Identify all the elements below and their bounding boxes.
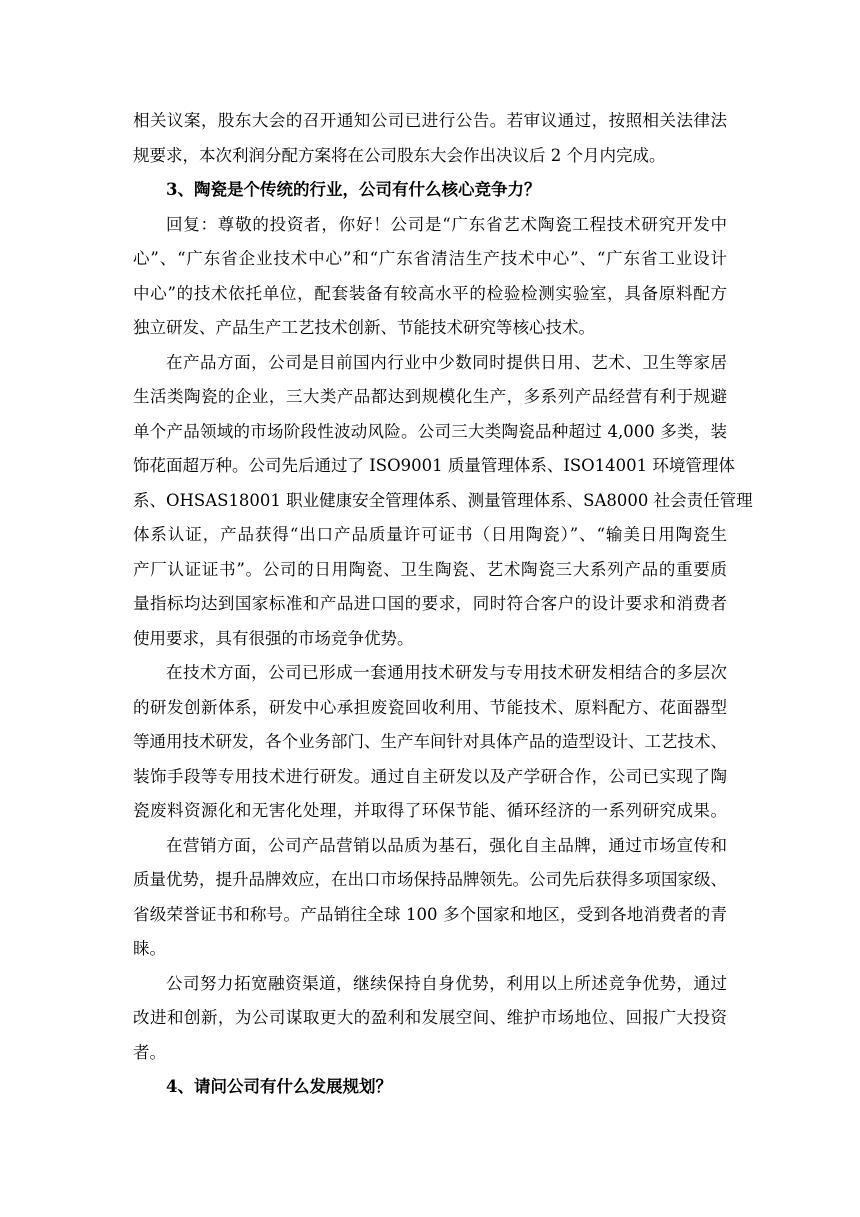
text-line: 在技术方面，公司已形成一套通用技术研发与专用技术研发相结合的多层次	[166, 663, 727, 682]
text-line: 公司努力拓宽融资渠道，继续保持自身优势，利用以上所述竞争优势，通过	[166, 974, 727, 993]
text-line: 装饰手段等专用技术进行研发。通过自主研发以及产学研合作，公司已实现了陶	[133, 767, 727, 786]
text-line: 单个产品领域的市场阶段性波动风险。公司三大类陶瓷品种超过 4,000 多类，装	[133, 422, 727, 441]
text-line: 回复：尊敬的投资者，你好！公司是“广东省艺术陶瓷工程技术研究开发中	[166, 215, 727, 234]
text-line: 饰花面超万种。公司先后通过了 ISO9001 质量管理体系、ISO14001 环境管理体	[133, 456, 735, 475]
text-line: 瓷废料资源化和无害化处理，并取得了环保节能、循环经济的一系列研究成果。	[133, 801, 727, 820]
text-line: 心”、“广东省企业技术中心”和“广东省清洁生产技术中心”、“广东省工业设计	[133, 249, 727, 268]
text-line: 体系认证，产品获得“出口产品质量许可证书（日用陶瓷）”、“输美日用陶瓷生	[133, 525, 727, 544]
text-line: 在产品方面，公司是目前国内行业中少数同时提供日用、艺术、卫生等家居	[166, 353, 727, 372]
text-line: 省级荣誉证书和称号。产品销往全球 100 多个国家和地区，受到各地消费者的青	[133, 905, 727, 924]
text-line: 在营销方面，公司产品营销以品质为基石，强化自主品牌，通过市场宣传和	[166, 836, 727, 855]
text-line: 者。	[133, 1043, 166, 1062]
text-line: 量指标均达到国家标准和产品进口国的要求，同时符合客户的设计要求和消费者	[133, 594, 727, 613]
text-line: 产厂认证证书”。公司的日用陶瓷、卫生陶瓷、艺术陶瓷三大系列产品的重要质	[133, 560, 727, 579]
text-line: 质量优势，提升品牌效应，在出口市场保持品牌领先。公司先后获得多项国家级、	[133, 870, 727, 889]
text-line: 相关议案，股东大会的召开通知公司已进行公告。若审议通过，按照相关法律法	[133, 111, 727, 130]
text-line: 中心”的技术依托单位，配套装备有较高水平的检验检测实验室，具备原料配方	[133, 284, 727, 303]
text-line: 独立研发、产品生产工艺技术创新、节能技术研究等核心技术。	[133, 318, 595, 337]
text-line: 睐。	[133, 939, 166, 958]
text-line: 系、OHSAS18001 职业健康安全管理体系、测量管理体系、SA8000 社会责任管理	[133, 491, 753, 510]
section-heading-4: 4、请问公司有什么发展规划？	[166, 1077, 392, 1096]
text-line: 等通用技术研发，各个业务部门、生产车间针对具体产品的造型设计、工艺技术、	[133, 732, 727, 751]
text-line: 的研发创新体系，研发中心承担废瓷回收利用、节能技术、原料配方、花面器型	[133, 698, 727, 717]
text-line: 生活类陶瓷的企业，三大类产品都达到规模化生产，多系列产品经营有利于规避	[133, 387, 727, 406]
text-line: 规要求，本次利润分配方案将在公司股东大会作出决议后 2 个月内完成。	[133, 146, 666, 165]
text-line: 使用要求，具有很强的市场竞争优势。	[133, 629, 414, 648]
section-heading-3: 3、陶瓷是个传统的行业，公司有什么核心竞争力？	[166, 180, 541, 199]
text-line: 改进和创新，为公司谋取更大的盈利和发展空间、维护市场地位、回报广大投资	[133, 1008, 727, 1027]
